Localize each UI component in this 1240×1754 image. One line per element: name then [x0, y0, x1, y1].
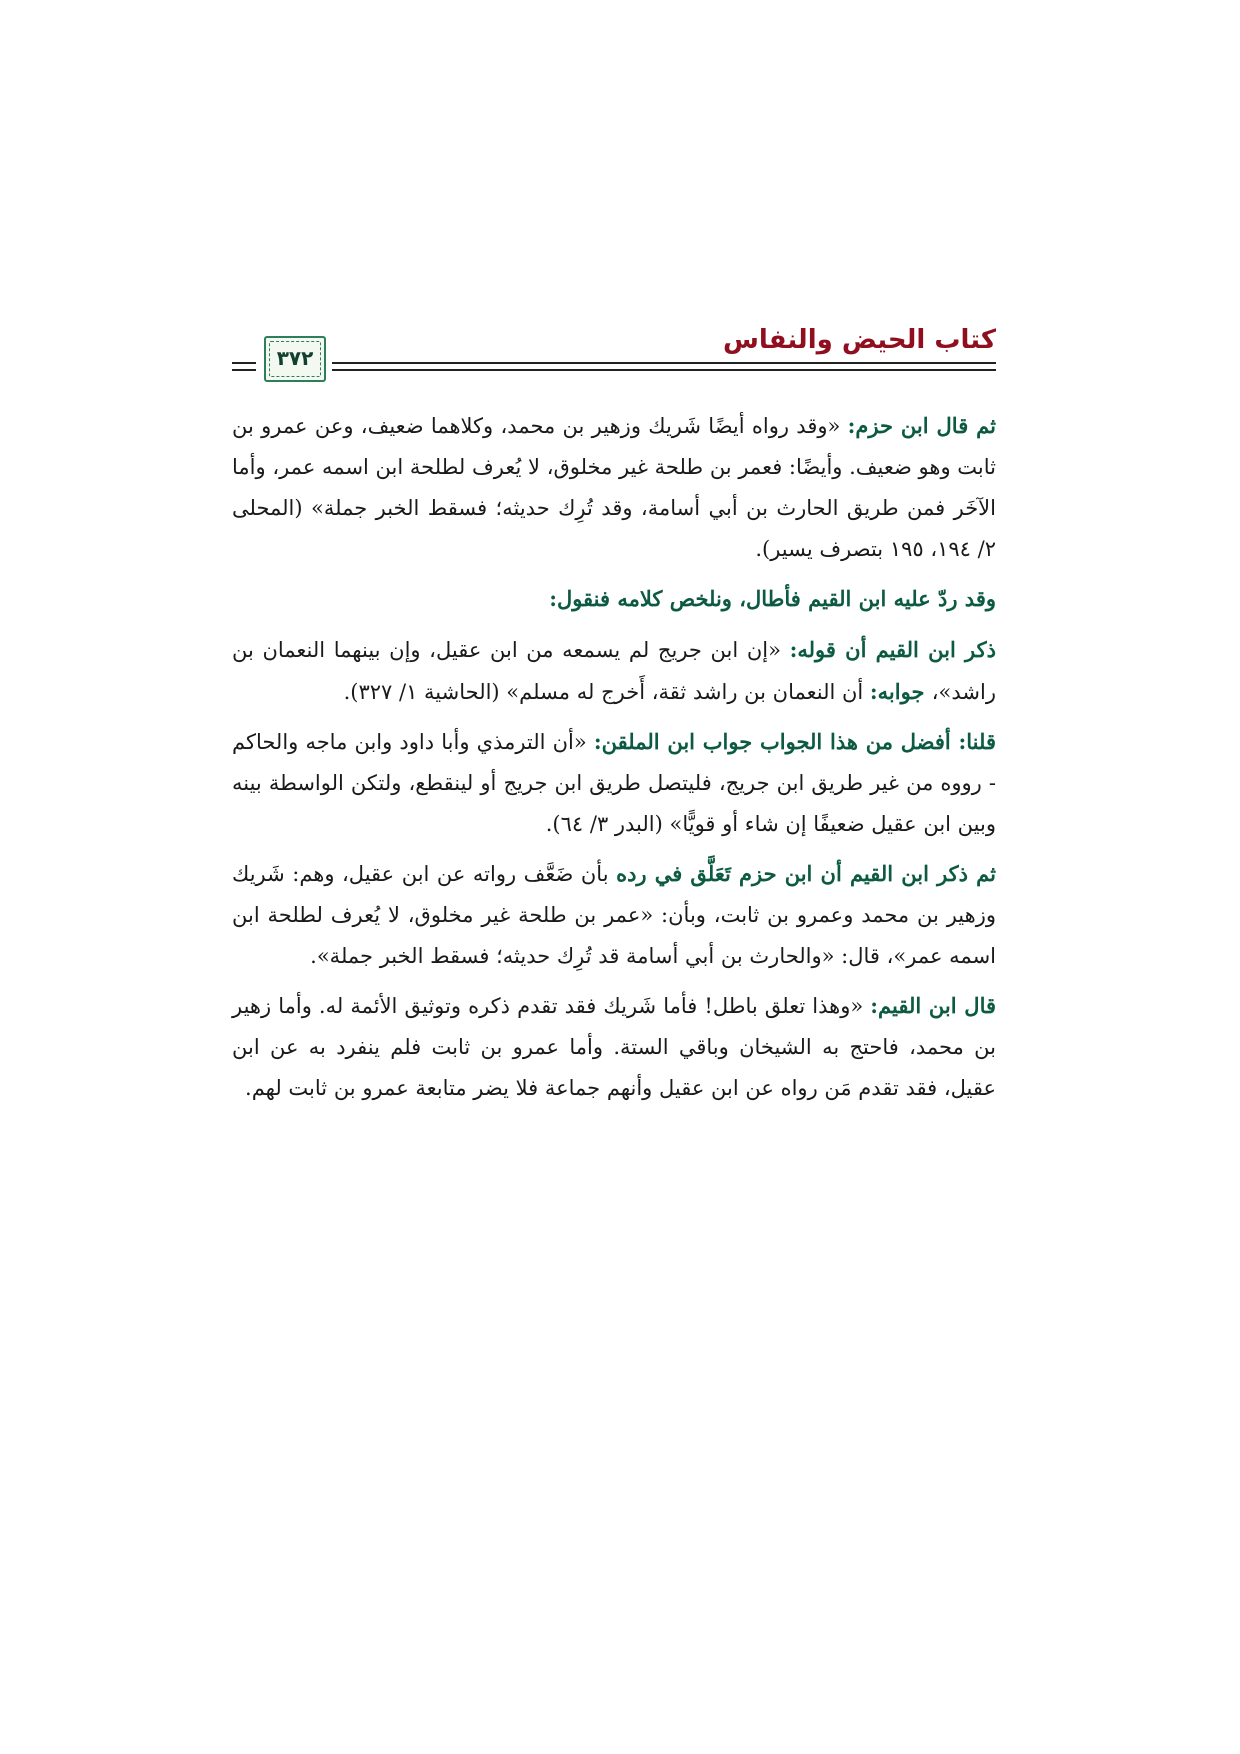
page-body [232, 405, 996, 1117]
paragraph [232, 629, 996, 713]
section-heading: وقد ردّ عليه ابن القيم فأطال، ونلخص كلامه فنقول: [549, 586, 996, 611]
paragraph-lead: ثم قال ابن حزم: [847, 413, 996, 438]
page-number: ٣٧٢ [276, 346, 314, 370]
paragraph-lead: ذكر ابن القيم أن قوله: [789, 637, 996, 662]
paragraph-text: بأن ضَعَّف رواته عن ابن عقيل، وهم: شَريك وزهير بن محمد وعمرو بن ثابت، وبأن: «عمر بن طلحة غير مخلوق، لا يُعرف لطلحة ابن اسمه عمر»، قال: «والحارث بن أبي أسامة قد تُرِك حديثه؛ فسقط الخبر جملة». [232, 862, 996, 968]
paragraph [232, 721, 996, 845]
paragraph-text: أن النعمان بن راشد ثقة، أَخرج له مسلم» (الحاشية ١/ ٣٢٧). [343, 680, 870, 704]
header-rule [232, 362, 256, 364]
page-number-frame [264, 336, 326, 382]
paragraph-text: «وقد رواه أيضًا شَريك وزهير بن محمد، وكلاهما ضعيف، وعن عمرو بن ثابت وهو ضعيف. وأيضًا: فعمر بن طلحة غير مخلوق، لا يُعرف لطلحة ابن اسمه عمر، وأما الآخَر فمن طريق الحارث بن أبي أسامة، وقد تُرِك حديثه؛ فسقط الخبر جملة» (المحلى ٢/ ١٩٤، ١٩٥ بتصرف يسير). [232, 414, 996, 561]
paragraph-lead: قلنا: أفضل من هذا الجواب جواب ابن الملقن: [593, 729, 996, 754]
book-title: كتاب الحيض والنفاس [722, 325, 996, 355]
paragraph-lead: قال ابن القيم: [870, 993, 997, 1018]
paragraph-text: «إن ابن جريج لم يسمعه من ابن عقيل، وإن بينهما النعمان بن راشد»، [232, 638, 996, 704]
paragraph [232, 405, 996, 570]
running-header [232, 306, 996, 388]
paragraph-lead: ثم ذكر ابن القيم أن ابن حزم تَعَلَّق في رده [616, 861, 996, 886]
header-rule [332, 369, 996, 371]
paragraph-text: «أن الترمذي وأبا داود وابن ماجه والحاكم - رووه من غير طريق ابن جريج، فليتصل طريق ابن جريج أو لينقطع، ولتكن الواسطة بينه وبين ابن عقيل ضعيفًا إن شاء أو قويًّا» (البدر ٣/ ٦٤). [232, 730, 996, 836]
paragraph [232, 853, 996, 977]
paragraph [232, 985, 996, 1109]
header-rule [232, 369, 256, 371]
paragraph-lead: جوابه: [869, 679, 932, 704]
paragraph-text: «وهذا تعلق باطل! فأما شَريك فقد تقدم ذكره وتوثيق الأئمة له. وأما زهير بن محمد، فاحتج به الشيخان وباقي الستة. وأما عمرو بن ثابت فلم ينفرد به عن ابن عقيل، فقد تقدم مَن رواه عن ابن عقيل وأنهم جماعة فلا يضر متابعة عمرو بن ثابت لهم. [232, 994, 996, 1100]
header-rule [332, 362, 996, 364]
